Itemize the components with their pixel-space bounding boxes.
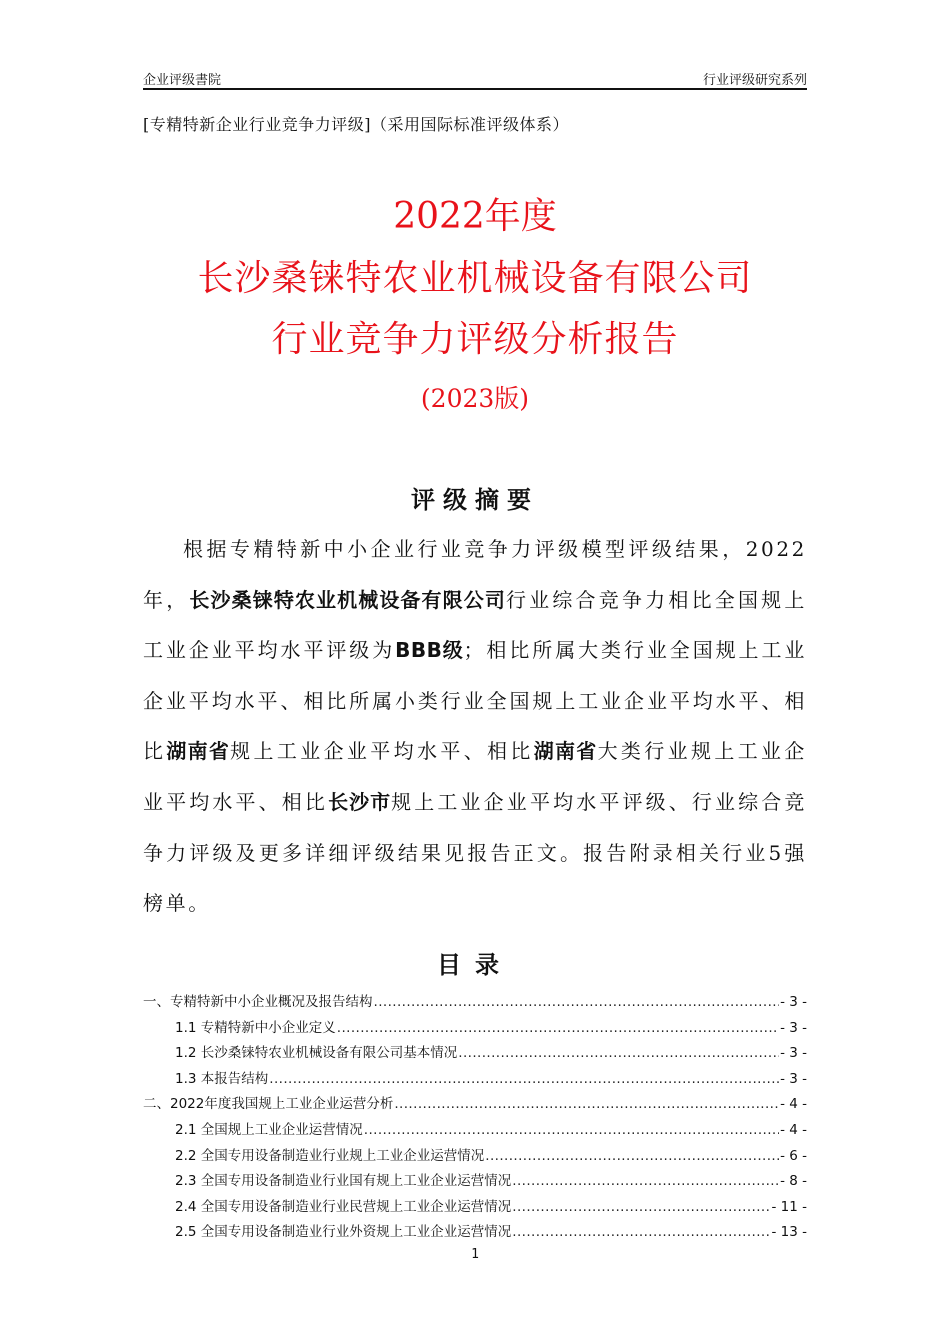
toc-entry-label: 一、专精特新中小企业概况及报告结构 [143,994,373,1010]
page-header [143,68,807,90]
toc-entry[interactable] [143,1118,807,1144]
toc-entry-label: 1.3 本报告结构 [175,1070,269,1087]
toc-entry-label: 2.1 全国规上工业企业运营情况 [175,1121,363,1138]
toc-entry-label: 1.1 专精特新中小企业定义 [175,1019,336,1036]
toc-entry-page: - 4 - [780,1096,807,1113]
abstract-body [143,524,807,929]
toc-heading: 目录 [437,951,513,979]
table-of-contents [143,990,807,1246]
title-company: 长沙桑铼特农业机械设备有限公司 [197,258,753,299]
abstract-emphasis: 湖南省 [166,739,231,764]
toc-leader-dots [269,1071,779,1087]
toc-entry[interactable] [143,1016,807,1042]
toc-entry-page: - 3 - [780,1019,807,1036]
toc-entry-label: 2.2 全国专用设备制造业行业规上工业企业运营情况 [175,1147,485,1164]
toc-entry[interactable] [143,1067,807,1093]
toc-entry-label: 2.4 全国专用设备制造业行业民营规上工业企业运营情况 [175,1198,512,1215]
toc-entry-page: - 13 - [771,1224,807,1241]
title-year: 2022年度 [393,196,557,237]
abstract-text: 大类行业规上工业企业平均水平、相比 [143,739,808,814]
abstract-text: 规上工业企业平均水平、相比 [230,739,534,764]
toc-entry[interactable] [143,1169,807,1195]
page-number: 1 [471,1247,479,1262]
abstract-text: ；相比所属大类行业全国规上工业企业平均水平、相比所属小类行业全国规上工业企业平均水平、相比 [143,638,808,764]
toc-entry-page: - 6 - [780,1147,807,1164]
toc-entry-label: 2.5 全国专用设备制造业行业外资规上工业企业运营情况 [175,1224,512,1241]
abstract-heading: 评级摘要 [411,486,539,514]
toc-entry-page: - 11 - [771,1198,807,1215]
abstract-emphasis: 长沙市 [328,789,392,814]
report-tagline: [专精特新企业行业竞争力评级]（采用国际标准评级体系） [143,115,569,134]
toc-entry[interactable] [143,1041,807,1067]
toc-leader-dots [394,1096,779,1112]
header-publisher: 企业评级書院 [143,73,222,88]
header-series: 行业评级研究系列 [702,73,807,88]
abstract-text: 行业综合竞争力相比全国规上工业企业平均水平评级为 [143,587,807,663]
toc-leader-dots [485,1148,779,1164]
toc-entry[interactable] [143,1195,807,1221]
abstract-text: 规上工业企业平均水平评级、行业综合竞争力评级及更多详细评级结果见报告正文。报告附录相关行业5强榜单。 [143,789,807,916]
toc-leader-dots [458,1045,779,1061]
toc-entry-label: 2.3 全国专用设备制造业行业国有规上工业企业运营情况 [175,1173,512,1190]
toc-leader-dots [374,994,780,1010]
toc-entry-page: - 3 - [780,994,807,1010]
toc-entry-page: - 4 - [780,1121,807,1138]
title-edition: (2023版) [420,384,530,413]
toc-entry-page: - 3 - [780,1045,807,1062]
toc-leader-dots [512,1199,770,1215]
title-report: 行业竞争力评级分析报告 [271,319,679,360]
toc-entry[interactable] [143,1144,807,1170]
toc-leader-dots [364,1122,779,1138]
toc-entry-label: 二、2022年度我国规上工业企业运营分析 [143,1096,394,1113]
abstract-emphasis: 湖南省 [533,739,598,764]
toc-leader-dots [512,1224,770,1240]
toc-entry[interactable] [143,990,807,1016]
toc-leader-dots [512,1173,779,1189]
abstract-emphasis: 长沙桑铼特农业机械设备有限公司 [189,587,506,612]
toc-entry-label: 1.2 长沙桑铼特农业机械设备有限公司基本情况 [175,1045,458,1062]
toc-entry[interactable] [143,1092,807,1118]
toc-entry-page: - 3 - [780,1070,807,1087]
toc-entry[interactable] [143,1220,807,1246]
abstract-text: 根据专精特新中小企业行业竞争力评级模型评级结果，2022年， [143,537,807,612]
toc-entry-page: - 8 - [780,1173,807,1190]
toc-leader-dots [337,1020,779,1036]
abstract-emphasis: BBB级 [395,638,464,663]
